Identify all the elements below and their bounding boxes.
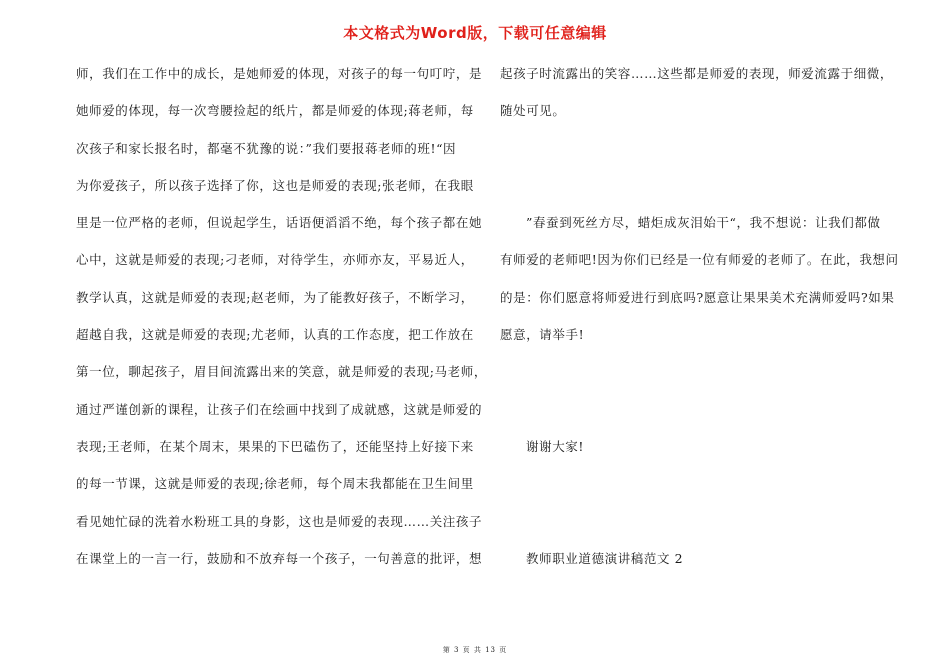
text-line: 她师爱的体现，每一次弯腰捡起的纸片，都是师爱的体现;蒋老师，每: [76, 103, 474, 119]
paragraph-gap: [500, 398, 890, 435]
text-line: 的每一节课，这就是师爱的表现;徐老师，每个周末我都能在卫生间里: [76, 476, 474, 492]
paragraph-gap: [500, 137, 890, 174]
page-number: 第 3 页 共 13 页: [442, 646, 508, 654]
text-line: ”春蚕到死丝方尽，蜡炬成灰泪始干“，我不想说：让我们都做: [526, 215, 881, 231]
paragraph-gap: [500, 510, 890, 547]
text-line: 里是一位严格的老师，但说起学生，话语便滔滔不绝，每个孩子都在她: [76, 215, 483, 231]
text-line: 随处可见。: [500, 103, 566, 119]
text-line: 表现;王老师，在某个周末，果果的下巴磕伤了，还能坚持上好接下来: [76, 438, 474, 454]
paragraph-gap: [500, 174, 890, 211]
text-line: 起孩子时流露出的笑容……这些都是师爱的表现，师爱流露于细微，: [500, 66, 894, 81]
text-line: 为你爱孩子，所以孩子选择了你，这也是师爱的表现;张老师，在我眼: [76, 177, 474, 193]
text-line: 师，我们在工作中的成长，是她师爱的体现，对孩子的每一句叮咛，是: [76, 66, 483, 81]
text-line: 看见她忙碌的洗着水粉班工具的身影，这也是师爱的表现……关注孩子: [76, 513, 483, 529]
right-column: [500, 62, 899, 584]
text-line: 有师爱的老师吧!因为你们已经是一位有师爱的老师了。在此，我想问: [500, 252, 899, 268]
left-column: [76, 62, 487, 584]
text-line: 通过严谨创新的课程，让孩子们在绘画中找到了成就感，这就是师爱的: [76, 401, 483, 417]
text-line: 的是：你们愿意将师爱进行到底吗?愿意让果果美术充满师爱吗?如果: [500, 289, 895, 305]
text-line: 在课堂上的一言一行，鼓励和不放弃每一个孩子，一句善意的批评，想: [76, 550, 483, 566]
text-line: 第一位，聊起孩子，眉目间流露出来的笑意，就是师爱的表现;马老师，: [76, 364, 487, 380]
text-line: 教学认真，这就是师爱的表现;赵老师，为了能教好孩子，不断学习，: [76, 289, 474, 305]
closing-thanks: 谢谢大家!: [526, 438, 585, 454]
paragraph-gap: [500, 360, 890, 397]
text-line: 心中，这就是师爱的表现;刁老师，对待学生，亦师亦友，平易近人，: [76, 252, 474, 268]
document-banner: 本文格式为Word版，下载可任意编辑: [343, 24, 607, 42]
text-line: 愿意，请举手!: [500, 327, 585, 343]
text-line: 次孩子和家长报名时，都毫不犹豫的说：”我们要报蒋老师的班!“因: [76, 140, 457, 156]
next-section-title: 教师职业道德演讲稿范文 2: [526, 550, 684, 566]
text-line: 超越自我，这就是师爱的表现;尤老师，认真的工作态度，把工作放在: [76, 327, 474, 343]
paragraph-gap: [500, 472, 890, 509]
